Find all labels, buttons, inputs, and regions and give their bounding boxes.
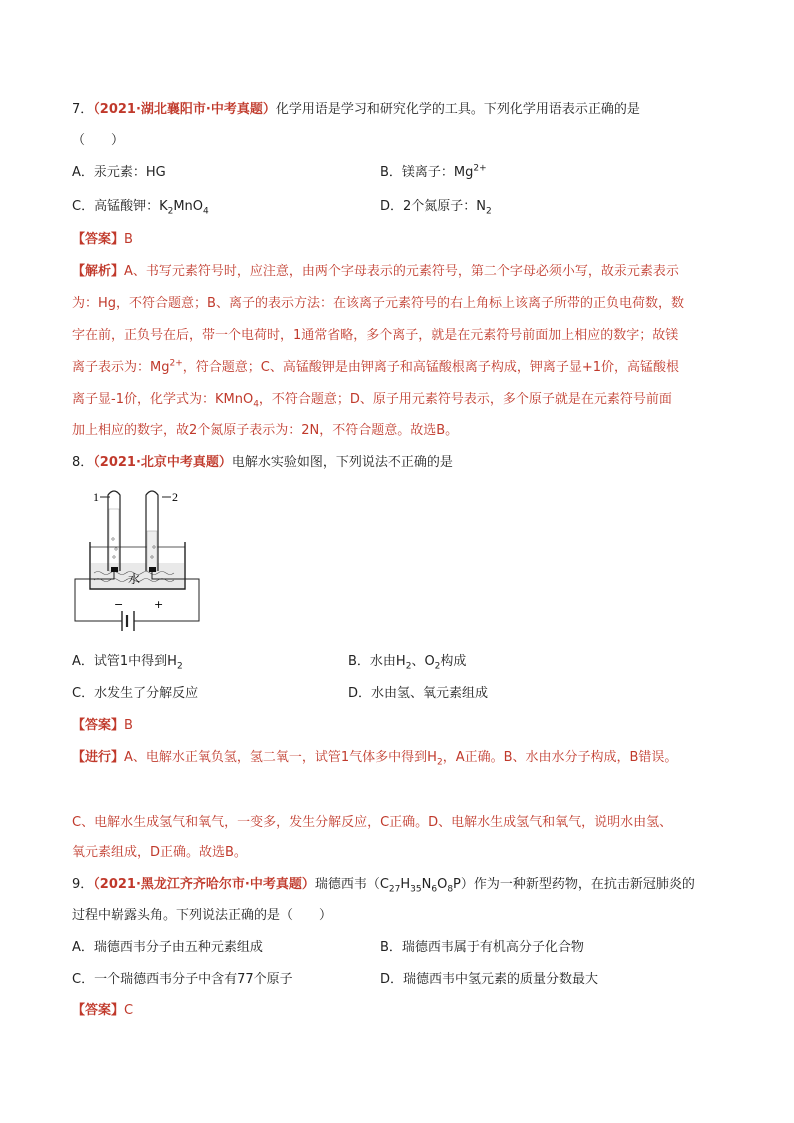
q7-analysis-l2: 为：Hg，不符合题意；B、离子的表示方法：在该离子元素符号的右上角标上该离子所带的正负电荷数，数: [72, 296, 684, 311]
q9-stem: [72, 875, 695, 895]
q7-answer-tag: 【答案】: [72, 232, 125, 247]
q9-formula-sub3: 6: [431, 884, 438, 895]
q7-option-c-mid: MnO: [173, 199, 204, 214]
q7-analysis-l3: 字在前，正负号在后，带一个电荷时，1通常省略，多个离子，就是在元素符号前面加上相应的数字；故镁: [72, 328, 679, 343]
q8-option-b-sub2: 2: [434, 661, 441, 672]
q7-option-c-text: C．高锰酸钾：K: [72, 199, 168, 214]
q7-analysis-text5b: ，不符合题意；D、原子用元素符号表示，多个原子就是在元素符号前面: [258, 392, 672, 407]
q7-answer-value: B: [124, 232, 133, 247]
q7-answer: [72, 230, 133, 250]
q7-analysis-text5a: 离子显-1价，化学式为：KMnO: [72, 392, 254, 407]
q8-answer-value: B: [124, 718, 133, 733]
electrolysis-diagram: [72, 487, 212, 637]
q7-option-c: [72, 197, 209, 217]
q7-paren: （ ）: [72, 133, 125, 148]
q8-analysis-text1b: ，A正确。B、水由水分子构成，B错误。: [442, 750, 678, 765]
q7-analysis-l4: [72, 358, 679, 378]
bubble: [115, 548, 117, 550]
bubble: [113, 556, 115, 558]
q7-analysis-text4b: ，符合题意；C、高锰酸钾是由钾离子和高锰酸根离子构成，钾离子显+1价，高锰酸根: [182, 360, 679, 375]
q7-analysis-text4a: 离子表示为：Mg: [72, 360, 170, 375]
q7-analysis-sup4: 2+: [169, 358, 183, 369]
water-label: 水: [128, 572, 141, 586]
q8-stem: [72, 453, 453, 473]
q7-number: 7．: [72, 102, 94, 117]
tube-2-label: 2: [172, 490, 178, 504]
q9-formula-h: H: [400, 877, 411, 892]
q7-analysis-l1: [72, 262, 679, 282]
q8-option-b-post: 构成: [440, 654, 467, 669]
q8-option-b-sub1: 2: [405, 661, 412, 672]
bubble: [112, 538, 114, 540]
q9-source: （2021·黑龙江齐齐哈尔市·中考真题）: [93, 877, 315, 892]
q9-formula-o: O: [437, 877, 448, 892]
q8-analysis-l2: C、电解水生成氢气和氧气，一变多，发生分解反应，C正确。D、电解水生成氢气和氧气，说明水由氢、: [72, 815, 673, 830]
q7-option-d-sub: 2: [486, 206, 492, 217]
battery-minus-label: −: [114, 598, 124, 611]
q7-analysis-sub5: 4: [253, 399, 259, 410]
q9-stem-pre: 瑞德西韦（C: [314, 877, 389, 892]
q8-option-b-mid: 、O: [411, 654, 435, 669]
q9-stem-post: P）作为一种新型药物，在抗击新冠肺炎的: [453, 877, 695, 892]
tube-1-label: 1: [93, 490, 99, 504]
q9-answer-tag: 【答案】: [72, 1003, 125, 1018]
q7-option-c-sub2: 4: [203, 206, 209, 217]
q7-option-c-sub1: 2: [167, 206, 174, 217]
q9-option-d: D．瑞德西韦中氢元素的质量分数最大: [380, 972, 599, 987]
q9-formula-n: N: [421, 877, 432, 892]
q7-option-d: [380, 197, 492, 217]
q8-answer-tag: 【答案】: [72, 718, 125, 733]
q8-analysis-tag: 【进行】: [72, 750, 125, 765]
q8-analysis-sub1: 2: [436, 757, 443, 768]
q9-option-a: A．瑞德西韦分子由五种元素组成: [72, 940, 263, 955]
q9-stem-l2: 过程中崭露头角。下列说法正确的是（ ）: [72, 908, 333, 923]
q8-analysis-l1: [72, 748, 677, 768]
q9-option-b: B．瑞德西韦属于有机高分子化合物: [380, 940, 584, 955]
q8-answer: [72, 716, 133, 736]
q7-option-d-text: D．2个氮原子：N: [380, 199, 487, 214]
q7-analysis-l6: 加上相应的数字，故2个氮原子表示为：2N，不符合题意。故选B。: [72, 423, 459, 438]
q7-analysis-tag: 【解析】: [72, 264, 125, 279]
q8-option-a-text: A．试管1中得到H: [72, 654, 177, 669]
q9-number: 9．: [72, 877, 94, 892]
electrode-1: [111, 567, 118, 572]
q7-option-b: [380, 163, 487, 183]
q7-option-b-sup: 2+: [473, 163, 487, 174]
q9-answer: [72, 1001, 133, 1021]
q9-formula-sub2: 35: [410, 884, 422, 895]
q8-option-b: [348, 652, 466, 672]
q7-stem: [72, 100, 640, 120]
q7-analysis-l5: [72, 390, 672, 410]
q7-option-b-text: B．镁离子：Mg: [380, 165, 474, 180]
q7-source: （2021·湖北襄阳市·中考真题）: [93, 102, 276, 117]
q8-option-c: C．水发生了分解反应: [72, 686, 199, 701]
q7-analysis-text1: A、书写元素符号时，应注意，由两个字母表示的元素符号，第二个字母必须小写，故汞元素表示: [124, 264, 679, 279]
q8-option-b-text: B．水由H: [348, 654, 406, 669]
q9-option-c: C．一个瑞德西韦分子中含有77个原子: [72, 972, 293, 987]
q8-option-a-sub: 2: [176, 661, 183, 672]
q8-source: （2021·北京中考真题）: [93, 455, 232, 470]
q9-formula-sub1: 27: [388, 884, 401, 895]
electrode-2: [149, 567, 156, 572]
q8-analysis-l3: 氧元素组成，D正确。故选B。: [72, 845, 247, 860]
battery-plus-label: +: [154, 598, 164, 611]
q8-option-a: [72, 652, 183, 672]
q9-answer-value: C: [124, 1003, 134, 1018]
test-tube-1: [108, 491, 120, 571]
q8-option-d: D．水由氢、氧元素组成: [348, 686, 489, 701]
q9-formula-sub4: 8: [447, 884, 454, 895]
q8-analysis-text1a: A、电解水正氧负氢，氢二氧一，试管1气体多中得到H: [124, 750, 437, 765]
q7-option-a: A．汞元素：HG: [72, 165, 166, 180]
tube-2-water: [147, 531, 157, 571]
q8-number: 8．: [72, 455, 94, 470]
q7-stem-text: 化学用语是学习和研究化学的工具。下列化学用语表示正确的是: [275, 102, 640, 117]
q8-stem-text: 电解水实验如图，下列说法不正确的是: [231, 455, 453, 470]
